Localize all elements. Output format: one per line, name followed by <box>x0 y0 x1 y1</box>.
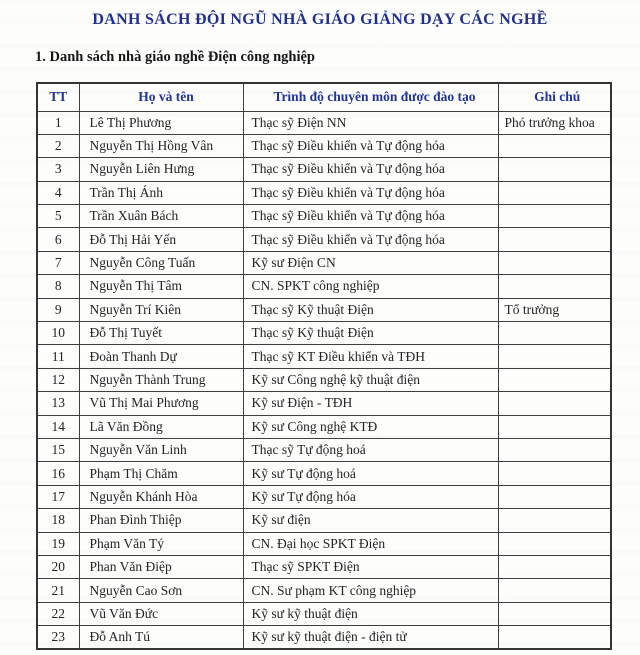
teacher-table <box>36 82 612 650</box>
table-row <box>37 181 611 204</box>
qualification-cell: Thạc sỹ Tự động hoá <box>243 438 498 461</box>
note-cell <box>498 158 611 181</box>
qualification-cell: Thạc sỹ Điều khiển và Tự động hóa <box>243 158 498 181</box>
qualification-cell: Kỹ sư Công nghệ kỹ thuật điện <box>243 368 498 391</box>
table-row <box>37 368 611 391</box>
name-cell: Nguyễn Thị Hồng Vân <box>79 134 243 157</box>
table-row <box>37 555 611 578</box>
note-cell <box>498 368 611 391</box>
row-number-cell: 18 <box>37 509 79 532</box>
name-cell: Phạm Văn Tý <box>79 532 243 555</box>
table-row <box>37 251 611 274</box>
table-row <box>37 462 611 485</box>
table-row <box>37 626 611 649</box>
note-cell: Tổ trưởng <box>498 298 611 321</box>
table-row <box>37 275 611 298</box>
section-heading: 1. Danh sách nhà giáo nghề Điện công nghiệp <box>35 49 315 65</box>
name-cell: Đoàn Thanh Dự <box>79 345 243 368</box>
name-cell: Trần Thị Ánh <box>79 181 243 204</box>
row-number-cell: 7 <box>37 251 79 274</box>
column-header-name: Họ và tên <box>79 83 243 111</box>
note-cell <box>498 602 611 625</box>
row-number-cell: 4 <box>37 181 79 204</box>
qualification-cell: Thạc sỹ KT Điều khiển và TĐH <box>243 345 498 368</box>
name-cell: Lê Thị Phương <box>79 111 243 134</box>
qualification-cell: Kỹ sư kỹ thuật điện - điện tử <box>243 626 498 649</box>
note-cell <box>498 228 611 251</box>
qualification-cell: CN. SPKT công nghiệp <box>243 275 498 298</box>
qualification-cell: Thạc sỹ Điều khiển và Tự động hóa <box>243 205 498 228</box>
name-cell: Đỗ Thị Tuyết <box>79 322 243 345</box>
column-header-tt: TT <box>37 83 79 111</box>
table-row <box>37 111 611 134</box>
qualification-cell: Kỹ sư Điện - TĐH <box>243 392 498 415</box>
name-cell: Đỗ Anh Tú <box>79 626 243 649</box>
table-row <box>37 158 611 181</box>
table-row <box>37 322 611 345</box>
note-cell <box>498 415 611 438</box>
qualification-cell: CN. Đại học SPKT Điện <box>243 532 498 555</box>
note-cell <box>498 579 611 602</box>
note-cell <box>498 275 611 298</box>
row-number-cell: 9 <box>37 298 79 321</box>
row-number-cell: 5 <box>37 205 79 228</box>
note-cell <box>498 392 611 415</box>
row-number-cell: 11 <box>37 345 79 368</box>
row-number-cell: 1 <box>37 111 79 134</box>
name-cell: Đỗ Thị Hải Yến <box>79 228 243 251</box>
table-row <box>37 415 611 438</box>
name-cell: Vũ Văn Đức <box>79 602 243 625</box>
qualification-cell: Thạc sỹ Kỹ thuật Điện <box>243 298 498 321</box>
name-cell: Trần Xuân Bách <box>79 205 243 228</box>
qualification-cell: Kỹ sư Tự động hoá <box>243 462 498 485</box>
qualification-cell: Kỹ sư Công nghệ KTĐ <box>243 415 498 438</box>
name-cell: Lã Văn Đồng <box>79 415 243 438</box>
name-cell: Nguyễn Thành Trung <box>79 368 243 391</box>
row-number-cell: 8 <box>37 275 79 298</box>
table-row <box>37 134 611 157</box>
qualification-cell: Kỹ sư kỹ thuật điện <box>243 602 498 625</box>
note-cell <box>498 134 611 157</box>
row-number-cell: 21 <box>37 579 79 602</box>
qualification-cell: Kỹ sư Điện CN <box>243 251 498 274</box>
note-cell <box>498 251 611 274</box>
table-row <box>37 392 611 415</box>
row-number-cell: 3 <box>37 158 79 181</box>
note-cell: Phó trưởng khoa <box>498 111 611 134</box>
document-title: DANH SÁCH ĐỘI NGŨ NHÀ GIÁO GIẢNG DẠY CÁC NGHỀ <box>92 11 548 28</box>
row-number-cell: 22 <box>37 602 79 625</box>
column-header-qualification: Trình độ chuyên môn được đào tạo <box>243 83 498 111</box>
row-number-cell: 17 <box>37 485 79 508</box>
table-row <box>37 509 611 532</box>
note-cell <box>498 322 611 345</box>
name-cell: Phan Văn Điệp <box>79 555 243 578</box>
note-cell <box>498 532 611 555</box>
row-number-cell: 13 <box>37 392 79 415</box>
qualification-cell: Kỹ sư điện <box>243 509 498 532</box>
table-row <box>37 602 611 625</box>
note-cell <box>498 345 611 368</box>
qualification-cell: Thạc sỹ SPKT Điện <box>243 555 498 578</box>
qualification-cell: Kỹ sư Tự động hóa <box>243 485 498 508</box>
table-row <box>37 345 611 368</box>
name-cell: Nguyễn Khánh Hòa <box>79 485 243 508</box>
note-cell <box>498 626 611 649</box>
qualification-cell: Thạc sỹ Kỹ thuật Điện <box>243 322 498 345</box>
row-number-cell: 19 <box>37 532 79 555</box>
name-cell: Nguyễn Cao Sơn <box>79 579 243 602</box>
table-row <box>37 579 611 602</box>
row-number-cell: 10 <box>37 322 79 345</box>
name-cell: Nguyễn Thị Tâm <box>79 275 243 298</box>
row-number-cell: 20 <box>37 555 79 578</box>
note-cell <box>498 205 611 228</box>
column-header-note: Ghi chú <box>498 83 611 111</box>
qualification-cell: Thạc sỹ Điều khiển và Tự động hóa <box>243 228 498 251</box>
name-cell: Phan Đình Thiệp <box>79 509 243 532</box>
table-row <box>37 228 611 251</box>
qualification-cell: CN. Sư phạm KT công nghiệp <box>243 579 498 602</box>
row-number-cell: 14 <box>37 415 79 438</box>
note-cell <box>498 485 611 508</box>
name-cell: Nguyễn Văn Linh <box>79 438 243 461</box>
row-number-cell: 2 <box>37 134 79 157</box>
teacher-table-body <box>37 111 611 649</box>
row-number-cell: 12 <box>37 368 79 391</box>
table-row <box>37 485 611 508</box>
name-cell: Nguyễn Liên Hưng <box>79 158 243 181</box>
table-row <box>37 205 611 228</box>
table-header-row <box>37 83 611 111</box>
table-row <box>37 532 611 555</box>
note-cell <box>498 509 611 532</box>
note-cell <box>498 181 611 204</box>
row-number-cell: 23 <box>37 626 79 649</box>
name-cell: Nguyễn Trí Kiên <box>79 298 243 321</box>
qualification-cell: Thạc sỹ Điều khiển và Tự động hóa <box>243 181 498 204</box>
qualification-cell: Thạc sỹ Điện NN <box>243 111 498 134</box>
note-cell <box>498 462 611 485</box>
name-cell: Nguyễn Công Tuấn <box>79 251 243 274</box>
table-header <box>37 83 611 111</box>
row-number-cell: 16 <box>37 462 79 485</box>
row-number-cell: 15 <box>37 438 79 461</box>
qualification-cell: Thạc sỹ Điều khiển và Tự động hóa <box>243 134 498 157</box>
table-row <box>37 298 611 321</box>
row-number-cell: 6 <box>37 228 79 251</box>
table-row <box>37 438 611 461</box>
name-cell: Vũ Thị Mai Phương <box>79 392 243 415</box>
note-cell <box>498 438 611 461</box>
name-cell: Phạm Thị Chăm <box>79 462 243 485</box>
note-cell <box>498 555 611 578</box>
